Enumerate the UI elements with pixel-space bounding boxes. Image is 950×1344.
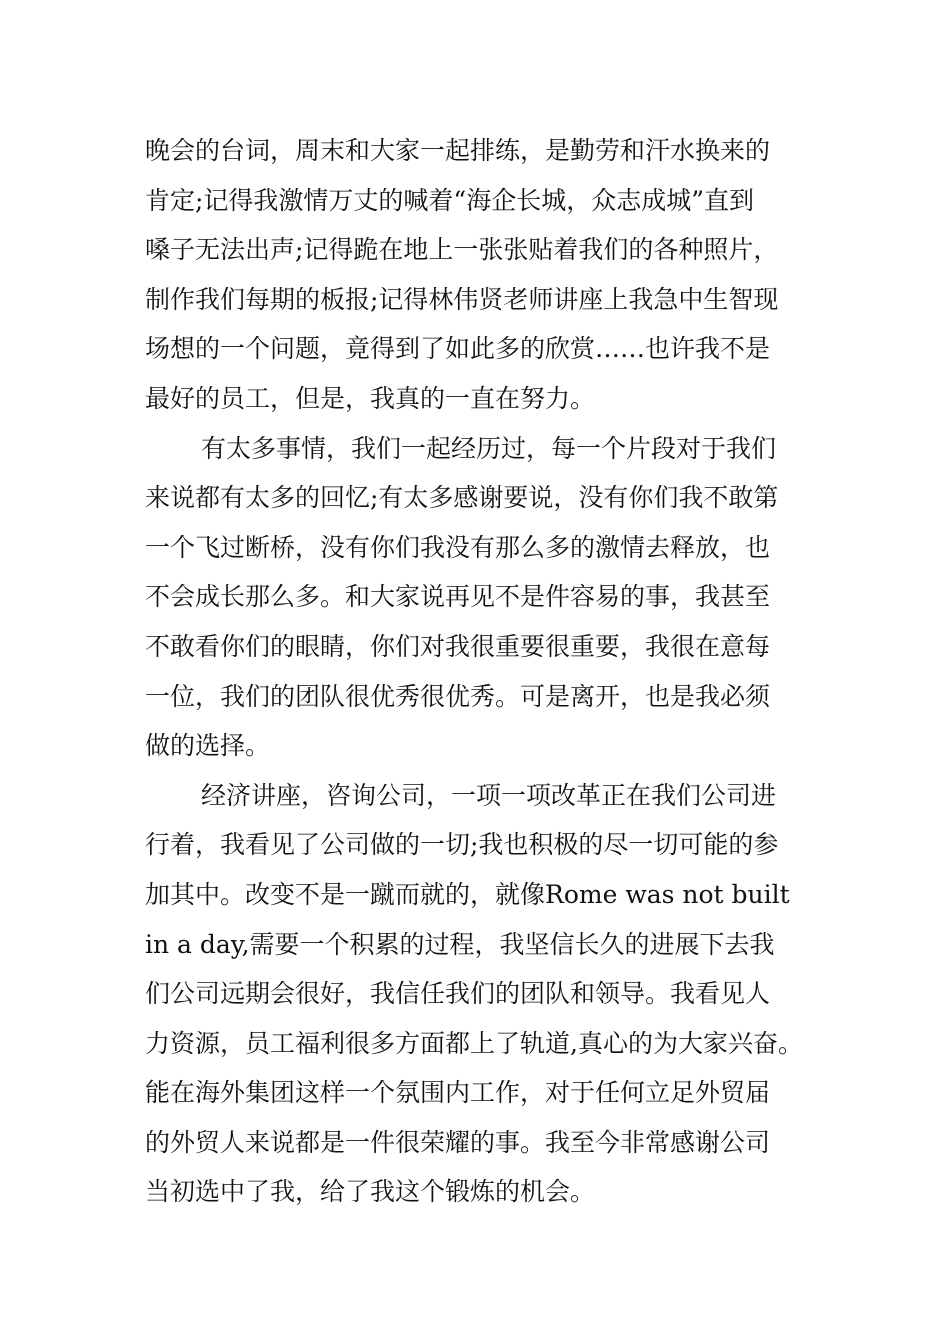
text-line: 当初选中了我，给了我这个锻炼的机会。 <box>145 1177 596 1207</box>
text-line: 不会成长那么多。和大家说再见不是件容易的事，我甚至 <box>145 582 771 612</box>
text-line: 的外贸人来说都是一件很荣耀的事。我至今非常感谢公司 <box>145 1127 771 1157</box>
text-line: 嗓子无法出声;记得跪在地上一张张贴着我们的各种照片， <box>145 235 779 265</box>
text-line: 做的选择。 <box>145 731 271 761</box>
text-line: 有太多事情，我们一起经历过，每一个片段对于我们 <box>201 433 777 463</box>
text-line: 经济讲座，咨询公司，一项一项改革正在我们公司进 <box>201 780 777 810</box>
text-line: 加其中。改变不是一蹴而就的，就像Rome was not built <box>145 879 790 909</box>
paragraph-3 <box>145 771 835 1217</box>
text-line: 最好的员工，但是，我真的一直在努力。 <box>145 383 596 413</box>
paragraph-2 <box>145 424 835 771</box>
text-line: 不敢看你们的眼睛，你们对我很重要很重要，我很在意每 <box>145 631 771 661</box>
body-text <box>145 126 835 1217</box>
text-line: 场想的一个问题，竟得到了如此多的欣赏……也许我不是 <box>145 334 771 364</box>
text-line: 们公司远期会很好，我信任我们的团队和领导。我看见人 <box>145 979 771 1009</box>
text-line: 肯定;记得我激情万丈的喊着“海企长城，众志成城”直到 <box>145 185 754 215</box>
text-line: 制作我们每期的板报;记得林伟贤老师讲座上我急中生智现 <box>145 284 779 314</box>
text-line: 来说都有太多的回忆;有太多感谢要说，没有你们我不敢第 <box>145 483 779 513</box>
text-line: 一位，我们的团队很优秀很优秀。可是离开，也是我必须 <box>145 681 771 711</box>
text-line: 行着，我看见了公司做的一切;我也积极的尽一切可能的参 <box>145 830 779 860</box>
paragraph-1 <box>145 126 835 424</box>
text-line: 力资源，员工福利很多方面都上了轨道,真心的为大家兴奋。 <box>145 1028 803 1058</box>
text-line: 能在海外集团这样一个氛围内工作，对于任何立足外贸届 <box>145 1078 771 1108</box>
text-line: in a day,需要一个积累的过程，我坚信长久的进展下去我 <box>145 929 775 959</box>
text-line: 一个飞过断桥，没有你们我没有那么多的激情去释放，也 <box>145 532 771 562</box>
text-line: 晚会的台词，周末和大家一起排练，是勤劳和汗水换来的 <box>145 136 771 165</box>
